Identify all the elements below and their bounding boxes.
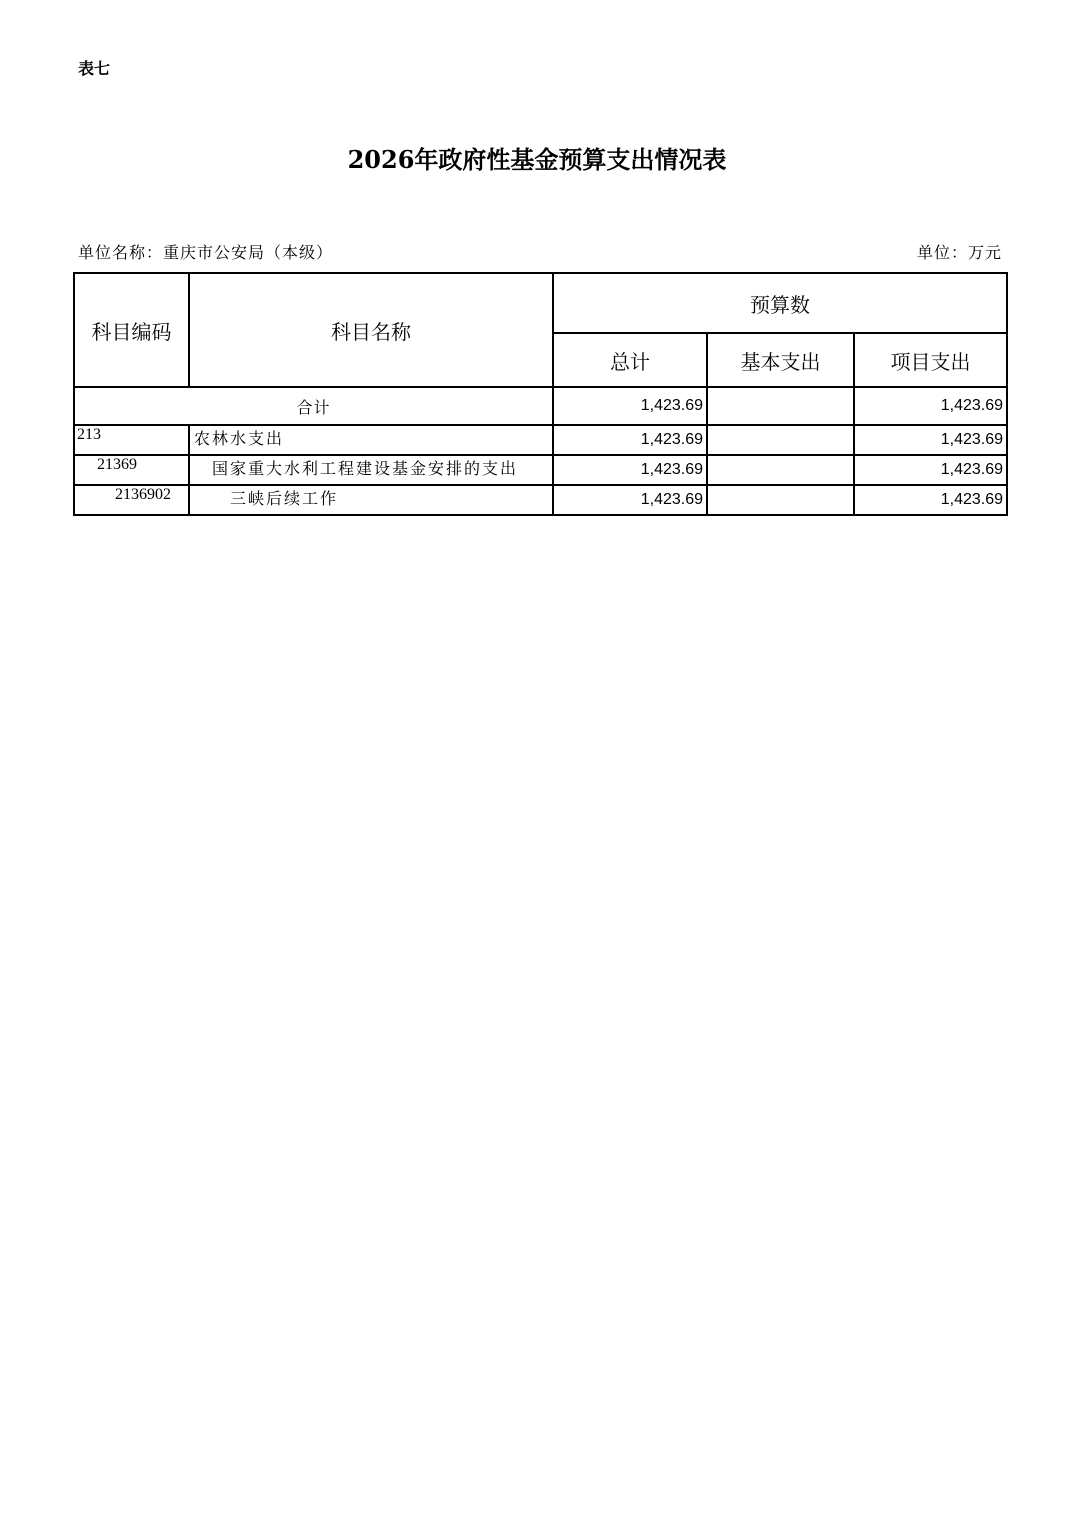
header-total: 总计 [553,333,707,387]
basic-cell [707,485,854,515]
total-cell-basic [707,387,854,425]
header-subject-code: 科目编码 [74,273,189,387]
total-cell-total: 1,423.69 [553,387,707,425]
project-cell: 1,423.69 [854,455,1007,485]
total-cell-project: 1,423.69 [854,387,1007,425]
currency-unit-label: 单位：万元 [916,243,1002,262]
subject-code-cell: 213 [74,425,189,455]
document-title: 2026年政府性基金预算支出情况表 [347,145,727,174]
total-cell: 1,423.69 [553,425,707,455]
project-cell: 1,423.69 [854,485,1007,515]
subject-code-cell: 21369 [74,455,189,485]
subject-code-cell: 2136902 [74,485,189,515]
basic-cell [707,455,854,485]
basic-cell [707,425,854,455]
total-cell: 1,423.69 [553,485,707,515]
total-label: 合计 [74,387,553,425]
table-number-label: 表七 [78,59,111,78]
table-row [74,485,1007,515]
subject-name-cell: 国家重大水利工程建设基金安排的支出 [189,455,553,485]
subject-name-cell: 三峡后续工作 [189,485,553,515]
budget-expenditure-table [73,272,1008,516]
table-row [74,425,1007,455]
unit-name: 单位名称：重庆市公安局（本级） [78,243,334,262]
header-project-expenditure: 项目支出 [854,333,1007,387]
subject-name-cell: 农林水支出 [189,425,553,455]
total-cell: 1,423.69 [553,455,707,485]
header-budget-amount: 预算数 [553,273,1007,333]
total-row [74,387,1007,425]
header-basic-expenditure: 基本支出 [707,333,854,387]
table-row [74,455,1007,485]
header-subject-name: 科目名称 [189,273,553,387]
project-cell: 1,423.69 [854,425,1007,455]
